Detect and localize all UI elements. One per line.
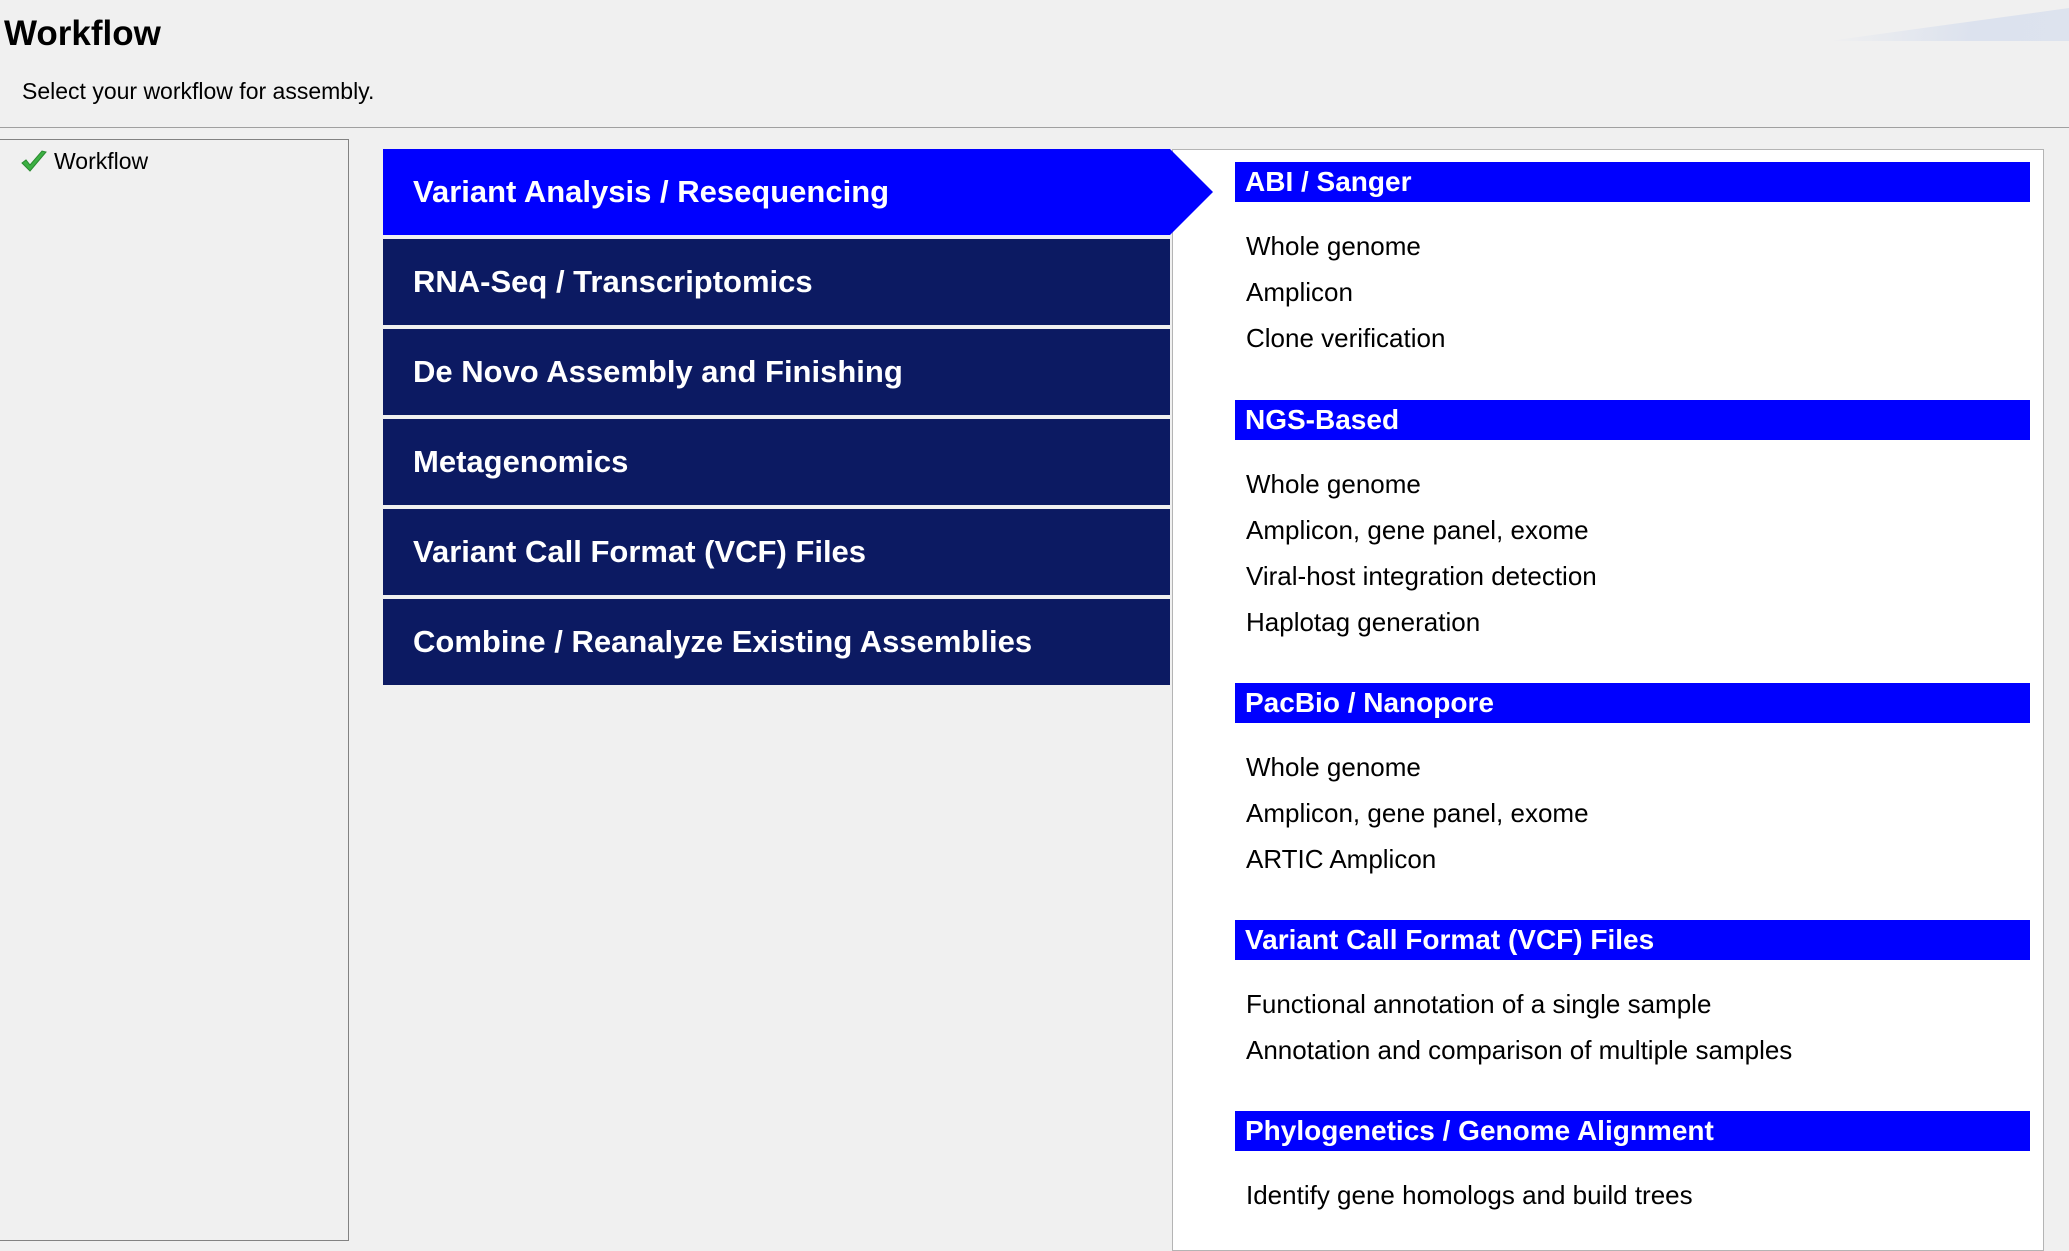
section-header: ABI / Sanger (1235, 162, 2030, 202)
selection-arrow-icon (1170, 149, 1213, 235)
workflow-option-link[interactable]: Amplicon, gene panel, exome (1246, 515, 1589, 545)
workflow-option-link[interactable]: Whole genome (1246, 231, 1421, 261)
workflow-option-link[interactable]: ARTIC Amplicon (1246, 844, 1437, 874)
workflow-option-link[interactable]: Whole genome (1246, 469, 1421, 499)
workflow-option-link[interactable]: Functional annotation of a single sample (1246, 989, 1712, 1019)
workflow-option-link[interactable]: Haplotag generation (1246, 607, 1481, 637)
workflow-options-panel (1172, 149, 2044, 1251)
workflow-button[interactable]: Variant Call Format (VCF) Files (383, 509, 1170, 595)
workflow-option-link[interactable]: Identify gene homologs and build trees (1246, 1180, 1693, 1210)
workflow-option-link[interactable]: Amplicon, gene panel, exome (1246, 798, 1589, 828)
check-icon (20, 149, 48, 175)
workflow-option-link[interactable]: Whole genome (1246, 752, 1421, 782)
section-header: NGS-Based (1235, 400, 2030, 440)
header-decoration (1829, 8, 2069, 41)
workflow-option-link[interactable]: Amplicon (1246, 277, 1353, 307)
step-tree (0, 139, 349, 1241)
workflow-button[interactable]: Combine / Reanalyze Existing Assemblies (383, 599, 1170, 685)
workflow-button[interactable]: Metagenomics (383, 419, 1170, 505)
tree-item-label: Workflow (54, 148, 149, 174)
section-header: PacBio / Nanopore (1235, 683, 2030, 723)
workflow-button[interactable]: De Novo Assembly and Finishing (383, 329, 1170, 415)
section-header: Phylogenetics / Genome Alignment (1235, 1111, 2030, 1151)
section-header: Variant Call Format (VCF) Files (1235, 920, 2030, 960)
tree-item-workflow[interactable] (20, 148, 148, 175)
workflow-option-link[interactable]: Clone verification (1246, 323, 1446, 353)
page-title: Workflow (4, 14, 161, 53)
page-subtitle: Select your workflow for assembly. (22, 78, 375, 104)
workflow-button[interactable]: Variant Analysis / Resequencing (383, 149, 1170, 235)
header-divider (0, 127, 2069, 128)
workflow-option-link[interactable]: Viral-host integration detection (1246, 561, 1597, 591)
workflow-button[interactable]: RNA-Seq / Transcriptomics (383, 239, 1170, 325)
workflow-option-link[interactable]: Annotation and comparison of multiple samples (1246, 1035, 1793, 1065)
